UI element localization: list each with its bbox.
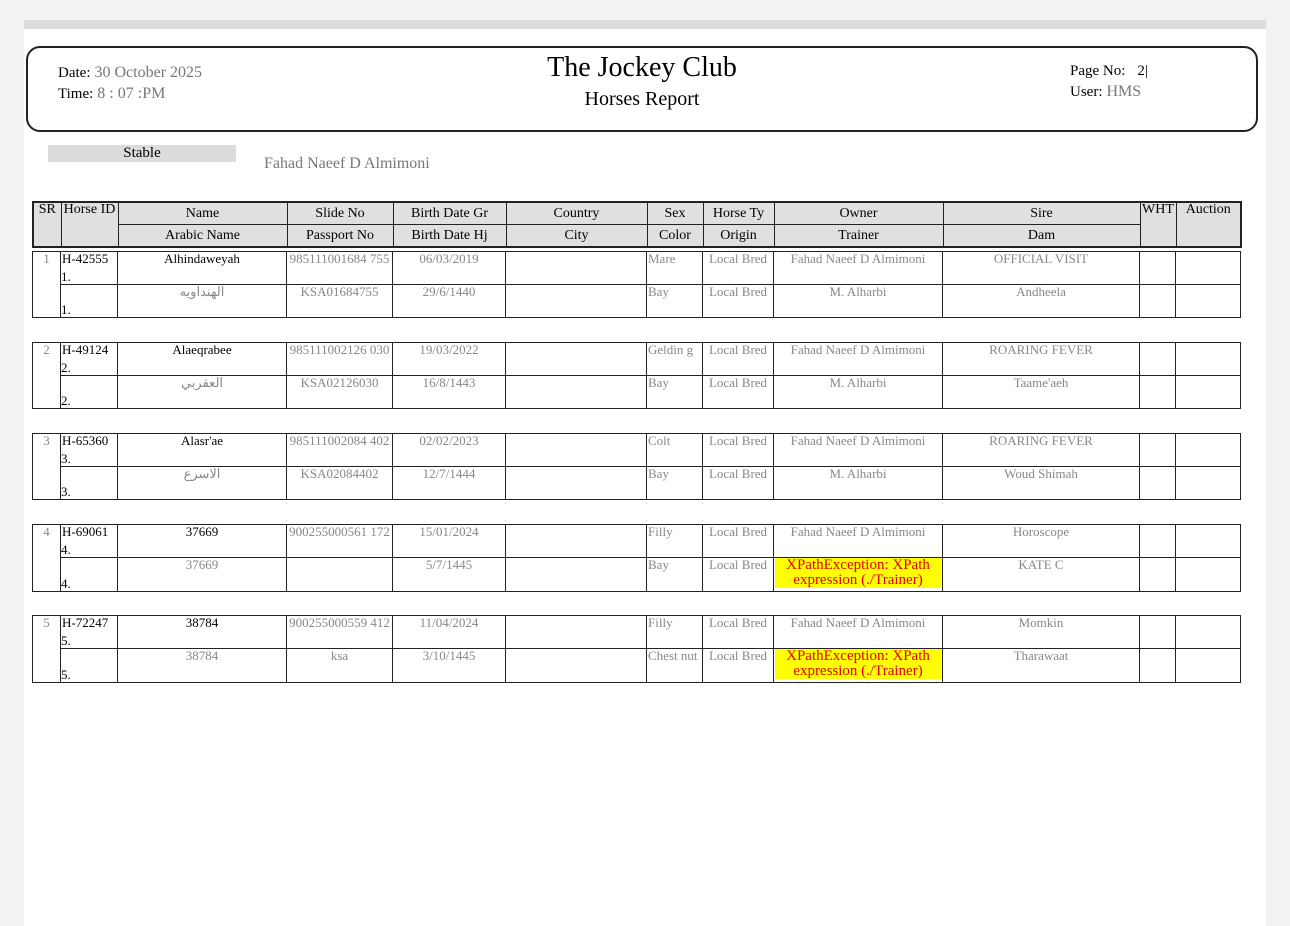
horse-id: H-69061 [62, 524, 109, 539]
sex-cell: Geldin g [647, 343, 703, 376]
origin-cell: Local Bred [703, 376, 774, 409]
wht-cell [1140, 467, 1176, 500]
arabic-name-cell: الهنداويه [118, 285, 287, 318]
owner-cell: Fahad Naeef D Almimoni [774, 252, 943, 285]
trainer-cell: M. Alharbi [774, 376, 943, 409]
trainer-error: XPathException: XPath expression (./Trainer) [775, 558, 941, 588]
sire-cell: OFFICIAL VISIT [943, 252, 1140, 285]
col-country: Country [506, 202, 647, 225]
city-cell [506, 285, 647, 318]
horse-id-cell [61, 252, 118, 285]
auction-cell [1176, 558, 1241, 592]
report-subtitle: Horses Report [584, 88, 700, 110]
arabic-name-cell: 38784 [118, 649, 287, 683]
auction-cell [1176, 649, 1241, 683]
auction-cell [1176, 343, 1241, 376]
col-city: City [506, 225, 647, 248]
birth-gr-cell: 19/03/2022 [393, 343, 506, 376]
col-birth-hj: Birth Date Hj [393, 225, 506, 248]
sire-cell: ROARING FEVER [943, 343, 1140, 376]
horse-record [32, 342, 1241, 409]
name-cell: Alhindaweyah [118, 252, 287, 285]
birth-gr-cell: 15/01/2024 [393, 525, 506, 558]
wht-cell [1140, 343, 1176, 376]
trainer-cell: M. Alharbi [774, 285, 943, 318]
col-auction: Auction [1176, 202, 1241, 247]
col-passport-no: Passport No [287, 225, 393, 248]
trainer-error: XPathException: XPath expression (./Trainer) [775, 649, 941, 679]
sire-cell: Momkin [943, 616, 1140, 649]
auction-cell [1176, 525, 1241, 558]
passport-cell: KSA01684755 [287, 285, 393, 318]
birth-gr-cell: 02/02/2023 [393, 434, 506, 467]
dam-cell: Woud Shimah [943, 467, 1140, 500]
origin-cell: Local Bred [703, 285, 774, 318]
auction-cell [1176, 467, 1241, 500]
column-header-table [32, 201, 1242, 248]
wht-cell [1140, 252, 1176, 285]
col-dam: Dam [943, 225, 1140, 248]
col-owner: Owner [774, 202, 943, 225]
row-mark: 1. [61, 269, 71, 284]
row-mark: 2. [61, 393, 71, 408]
horse-record [32, 615, 1241, 683]
time-label: Time: [58, 86, 94, 102]
col-sr: SR [33, 202, 61, 247]
user-value: HMS [1106, 83, 1142, 100]
passport-cell [287, 558, 393, 592]
name-cell: 37669 [118, 525, 287, 558]
horse-id-cell [61, 343, 118, 376]
birth-gr-cell: 06/03/2019 [393, 252, 506, 285]
dam-cell: Tharawaat [943, 649, 1140, 683]
wht-cell [1140, 285, 1176, 318]
name-cell: Alaeqrabee [118, 343, 287, 376]
sr-cell: 3 [33, 434, 61, 500]
wht-cell [1140, 376, 1176, 409]
col-arabic-name: Arabic Name [118, 225, 287, 248]
auction-cell [1176, 285, 1241, 318]
color-cell: Bay [647, 376, 703, 409]
row-mark: 5. [61, 633, 71, 648]
name-cell: 38784 [118, 616, 287, 649]
sire-cell: Horoscope [943, 525, 1140, 558]
country-cell [506, 343, 647, 376]
horse-id-sub-cell [61, 558, 118, 592]
slide-cell: 900255000559 412 [287, 616, 393, 649]
auction-cell [1176, 252, 1241, 285]
wht-cell [1140, 649, 1176, 683]
name-cell: Alasr'ae [118, 434, 287, 467]
city-cell [506, 649, 647, 683]
horse-id-cell [61, 616, 118, 649]
report-title: The Jockey Club [547, 52, 737, 83]
row-mark: 4. [61, 576, 71, 591]
wht-cell [1140, 616, 1176, 649]
row-mark: 5. [61, 667, 71, 682]
row-mark: 4. [61, 542, 71, 557]
auction-cell [1176, 434, 1241, 467]
slide-cell: 985111001684 755 [287, 252, 393, 285]
color-cell: Bay [647, 285, 703, 318]
color-cell: Bay [647, 467, 703, 500]
report-header [26, 46, 1258, 132]
wht-cell [1140, 525, 1176, 558]
col-slide-no: Slide No [287, 202, 393, 225]
passport-cell: ksa [287, 649, 393, 683]
wht-cell [1140, 558, 1176, 592]
horse-record [32, 433, 1241, 500]
user-line [1070, 83, 1141, 101]
date-value: 30 October 2025 [94, 64, 203, 81]
horse-id-cell [61, 525, 118, 558]
col-color: Color [647, 225, 703, 248]
horse-type-cell: Local Bred [703, 434, 774, 467]
country-cell [506, 525, 647, 558]
dam-cell: KATE C [943, 558, 1140, 592]
sr-cell: 1 [33, 252, 61, 318]
trainer-cell [774, 649, 943, 683]
birth-hj-cell: 16/8/1443 [393, 376, 506, 409]
horse-id-sub-cell [61, 649, 118, 683]
country-cell [506, 616, 647, 649]
birth-hj-cell: 3/10/1445 [393, 649, 506, 683]
user-label: User: [1070, 84, 1103, 100]
wht-cell [1140, 434, 1176, 467]
sr-cell: 4 [33, 525, 61, 592]
row-mark: 3. [61, 451, 71, 466]
horse-id: H-42555 [62, 251, 109, 266]
page-value: 2| [1137, 63, 1148, 79]
owner-cell: Fahad Naeef D Almimoni [774, 525, 943, 558]
origin-cell: Local Bred [703, 558, 774, 592]
birth-hj-cell: 12/7/1444 [393, 467, 506, 500]
horse-id: H-49124 [62, 342, 109, 357]
owner-cell: Fahad Naeef D Almimoni [774, 343, 943, 376]
sr-cell: 2 [33, 343, 61, 409]
color-cell: Bay [647, 558, 703, 592]
birth-hj-cell: 29/6/1440 [393, 285, 506, 318]
trainer-cell: M. Alharbi [774, 467, 943, 500]
time-value: 8 : 07 :PM [97, 85, 166, 102]
horse-type-cell: Local Bred [703, 525, 774, 558]
col-trainer: Trainer [774, 225, 943, 248]
city-cell [506, 376, 647, 409]
col-wht: WHT [1140, 202, 1176, 247]
page-label: Page No: [1070, 63, 1126, 79]
col-horse-id: Horse ID [61, 202, 118, 247]
row-mark: 3. [61, 484, 71, 499]
trainer-cell [774, 558, 943, 592]
slide-cell: 985111002084 402 [287, 434, 393, 467]
birth-hj-cell: 5/7/1445 [393, 558, 506, 592]
arabic-name-cell: العقربي [118, 376, 287, 409]
stable-label: Stable [48, 145, 236, 162]
horse-id-cell [61, 434, 118, 467]
sire-cell: ROARING FEVER [943, 434, 1140, 467]
auction-cell [1176, 376, 1241, 409]
passport-cell: KSA02126030 [287, 376, 393, 409]
row-mark: 1. [61, 302, 71, 317]
col-sire: Sire [943, 202, 1140, 225]
col-birth-gr: Birth Date Gr [393, 202, 506, 225]
sex-cell: Filly [647, 616, 703, 649]
origin-cell: Local Bred [703, 467, 774, 500]
horse-type-cell: Local Bred [703, 252, 774, 285]
horse-id: H-65360 [62, 433, 109, 448]
report-page [24, 20, 1266, 926]
arabic-name-cell: 37669 [118, 558, 287, 592]
dam-cell: Taame'aeh [943, 376, 1140, 409]
horse-type-cell: Local Bred [703, 343, 774, 376]
birth-gr-cell: 11/04/2024 [393, 616, 506, 649]
top-bar [24, 20, 1266, 29]
horse-record [32, 251, 1241, 318]
arabic-name-cell: الاسرع [118, 467, 287, 500]
sex-cell: Colt [647, 434, 703, 467]
slide-cell: 900255000561 172 [287, 525, 393, 558]
sr-cell: 5 [33, 616, 61, 683]
auction-cell [1176, 616, 1241, 649]
col-horse-type: Horse Ty [703, 202, 774, 225]
city-cell [506, 467, 647, 500]
horse-type-cell: Local Bred [703, 616, 774, 649]
horse-record [32, 524, 1241, 592]
sex-cell: Mare [647, 252, 703, 285]
stable-value: Fahad Naeef D Almimoni [264, 155, 430, 172]
row-mark: 2. [61, 360, 71, 375]
passport-cell: KSA02084402 [287, 467, 393, 500]
owner-cell: Fahad Naeef D Almimoni [774, 434, 943, 467]
origin-cell: Local Bred [703, 649, 774, 683]
horse-id-sub-cell [61, 285, 118, 318]
slide-cell: 985111002126 030 [287, 343, 393, 376]
col-name: Name [118, 202, 287, 225]
horse-id-sub-cell [61, 376, 118, 409]
sex-cell: Filly [647, 525, 703, 558]
owner-cell: Fahad Naeef D Almimoni [774, 616, 943, 649]
city-cell [506, 558, 647, 592]
horse-id-sub-cell [61, 467, 118, 500]
page-number-line [1070, 62, 1148, 80]
color-cell: Chest nut [647, 649, 703, 683]
country-cell [506, 434, 647, 467]
country-cell [506, 252, 647, 285]
horse-id: H-72247 [62, 615, 109, 630]
dam-cell: Andheela [943, 285, 1140, 318]
col-origin: Origin [703, 225, 774, 248]
col-sex: Sex [647, 202, 703, 225]
date-label: Date: [58, 65, 91, 81]
